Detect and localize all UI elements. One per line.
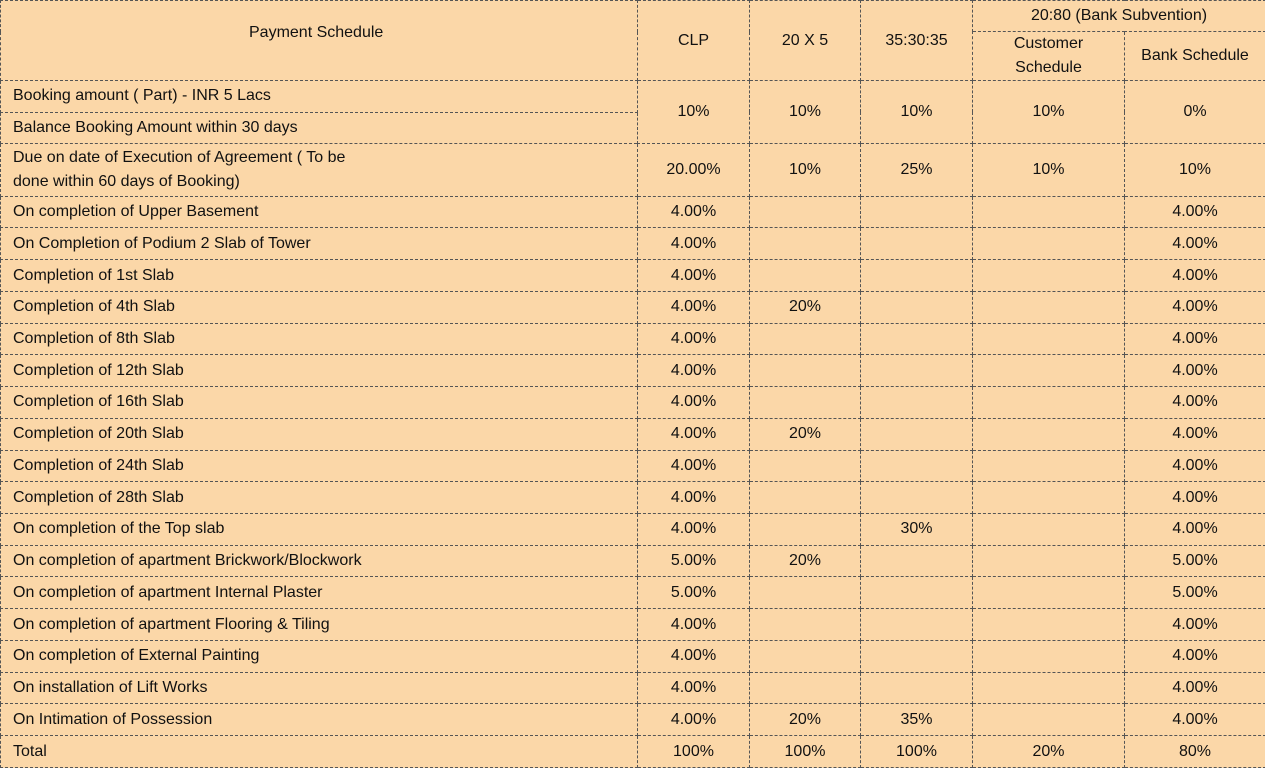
clp-cell: 4.00%: [638, 228, 750, 260]
clp-cell: 4.00%: [638, 260, 750, 292]
plan-20x5-cell: [750, 640, 861, 672]
bank-schedule-cell: 5.00%: [1125, 577, 1265, 609]
plan-20x5-cell: 20%: [750, 704, 861, 736]
plan-353035-cell: [861, 482, 973, 514]
plan-20x5-cell: 10%: [750, 144, 861, 196]
table-row: [1, 640, 1265, 672]
plan-353035-cell: [861, 450, 973, 482]
customer-schedule-cell: [973, 514, 1125, 546]
customer-schedule-cell: [973, 291, 1125, 323]
plan-20x5-cell: [750, 514, 861, 546]
row-label: Completion of 20th Slab: [1, 418, 638, 450]
plan-353035-cell: [861, 196, 973, 228]
customer-schedule-cell: [973, 196, 1125, 228]
plan-353035-cell: [861, 609, 973, 641]
customer-schedule-cell: [973, 228, 1125, 260]
clp-cell: 5.00%: [638, 545, 750, 577]
table-row: [1, 577, 1265, 609]
table-row: [1, 609, 1265, 641]
plan-353035-cell: [861, 545, 973, 577]
table-row: [1, 323, 1265, 355]
bank-schedule-cell: 4.00%: [1125, 196, 1265, 228]
clp-cell: 4.00%: [638, 355, 750, 387]
table-row: [1, 387, 1265, 419]
plan-20x5-cell: [750, 577, 861, 609]
header-row-top: [1, 1, 1265, 32]
clp-header: CLP: [638, 1, 750, 81]
customer-schedule-cell: [973, 577, 1125, 609]
plan-353035-cell: 35%: [861, 704, 973, 736]
clp-cell: 4.00%: [638, 196, 750, 228]
bank-schedule-cell: 5.00%: [1125, 545, 1265, 577]
clp-cell: 4.00%: [638, 672, 750, 704]
customer-schedule-cell: 20%: [973, 736, 1125, 768]
row-label: On completion of Upper Basement: [1, 196, 638, 228]
bank-schedule-cell: 4.00%: [1125, 387, 1265, 419]
plan-353035-cell: [861, 640, 973, 672]
customer-schedule-cell: [973, 418, 1125, 450]
clp-cell: 4.00%: [638, 450, 750, 482]
bank-schedule-cell: 4.00%: [1125, 704, 1265, 736]
plan-353035-cell: 30%: [861, 514, 973, 546]
table-row: [1, 672, 1265, 704]
plan-20x5-cell: [750, 450, 861, 482]
row-label: On installation of Lift Works: [1, 672, 638, 704]
customer-schedule-cell: [973, 260, 1125, 292]
plan-353035-cell: [861, 260, 973, 292]
clp-cell: 4.00%: [638, 387, 750, 419]
row-label: Due on date of Execution of Agreement ( To be done within 60 days of Booking): [1, 144, 638, 196]
plan-353035-cell: 10%: [861, 81, 973, 144]
row-label: Balance Booking Amount within 30 days: [1, 112, 638, 144]
plan-353035-cell: [861, 577, 973, 609]
row-label: On completion of External Painting: [1, 640, 638, 672]
bank-schedule-cell: 4.00%: [1125, 355, 1265, 387]
bank-schedule-cell: 10%: [1125, 144, 1265, 196]
clp-cell: 100%: [638, 736, 750, 768]
plan-20x5-cell: [750, 387, 861, 419]
plan-353035-cell: [861, 291, 973, 323]
table-row: [1, 228, 1265, 260]
customer-schedule-cell: [973, 640, 1125, 672]
clp-cell: 4.00%: [638, 704, 750, 736]
row-label: On Completion of Podium 2 Slab of Tower: [1, 228, 638, 260]
bank-schedule-cell: 4.00%: [1125, 291, 1265, 323]
row-label: Completion of 16th Slab: [1, 387, 638, 419]
customer-schedule-cell: [973, 672, 1125, 704]
table-row: [1, 355, 1265, 387]
plan-353035-cell: 25%: [861, 144, 973, 196]
plan-20x5-cell: 20%: [750, 545, 861, 577]
row-label: Booking amount ( Part) - INR 5 Lacs: [1, 81, 638, 113]
table-row: [1, 545, 1265, 577]
table-row: [1, 482, 1265, 514]
row-label: On completion of apartment Brickwork/Blockwork: [1, 545, 638, 577]
bank-subvention-header: 20:80 (Bank Subvention): [973, 1, 1265, 32]
customer-schedule-cell: 10%: [973, 81, 1125, 144]
row-label: Completion of 4th Slab: [1, 291, 638, 323]
bank-schedule-cell: 4.00%: [1125, 260, 1265, 292]
clp-cell: 4.00%: [638, 640, 750, 672]
bank-schedule-cell: 0%: [1125, 81, 1265, 144]
customer-schedule-cell: [973, 387, 1125, 419]
plan-353035-header: 35:30:35: [861, 1, 973, 81]
table-row: [1, 291, 1265, 323]
plan-20x5-cell: [750, 482, 861, 514]
table-row: [1, 260, 1265, 292]
bank-schedule-cell: 4.00%: [1125, 640, 1265, 672]
row-label: On Intimation of Possession: [1, 704, 638, 736]
bank-schedule-cell: 4.00%: [1125, 514, 1265, 546]
bank-schedule-cell: 4.00%: [1125, 482, 1265, 514]
bank-schedule-cell: 4.00%: [1125, 609, 1265, 641]
plan-20x5-cell: [750, 196, 861, 228]
bank-schedule-cell: 4.00%: [1125, 323, 1265, 355]
table-row: [1, 144, 1265, 196]
plan-20x5-cell: [750, 228, 861, 260]
plan-20x5-cell: [750, 672, 861, 704]
customer-schedule-header: Customer Schedule: [973, 32, 1125, 81]
clp-cell: 4.00%: [638, 514, 750, 546]
table-row: [1, 704, 1265, 736]
customer-schedule-cell: [973, 609, 1125, 641]
row-label: Completion of 8th Slab: [1, 323, 638, 355]
row-label: Completion of 1st Slab: [1, 260, 638, 292]
customer-schedule-cell: [973, 482, 1125, 514]
plan-353035-cell: [861, 418, 973, 450]
clp-cell: 5.00%: [638, 577, 750, 609]
clp-cell: 10%: [638, 81, 750, 144]
customer-schedule-cell: [973, 323, 1125, 355]
plan-353035-cell: 100%: [861, 736, 973, 768]
plan-20x5-cell: [750, 609, 861, 641]
plan-20x5-cell: 20%: [750, 418, 861, 450]
row-label: Completion of 24th Slab: [1, 450, 638, 482]
payment-schedule-title: Payment Schedule: [1, 1, 638, 81]
table-row: [1, 450, 1265, 482]
row-label: On completion of apartment Internal Plaster: [1, 577, 638, 609]
plan-20x5-cell: [750, 260, 861, 292]
plan-20x5-cell: [750, 355, 861, 387]
clp-cell: 4.00%: [638, 609, 750, 641]
bank-schedule-cell: 4.00%: [1125, 450, 1265, 482]
table-row: [1, 514, 1265, 546]
plan-20x5-cell: 10%: [750, 81, 861, 144]
clp-cell: 20.00%: [638, 144, 750, 196]
table-row: [1, 81, 1265, 113]
plan-20x5-cell: 20%: [750, 291, 861, 323]
clp-cell: 4.00%: [638, 291, 750, 323]
table-row: [1, 196, 1265, 228]
customer-schedule-cell: [973, 450, 1125, 482]
table-row: [1, 418, 1265, 450]
customer-schedule-cell: 10%: [973, 144, 1125, 196]
clp-cell: 4.00%: [638, 323, 750, 355]
plan-20x5-cell: 100%: [750, 736, 861, 768]
customer-schedule-cell: [973, 704, 1125, 736]
bank-schedule-cell: 80%: [1125, 736, 1265, 768]
plan-353035-cell: [861, 355, 973, 387]
clp-cell: 4.00%: [638, 418, 750, 450]
bank-schedule-cell: 4.00%: [1125, 228, 1265, 260]
plan-20x5-cell: [750, 323, 861, 355]
plan-353035-cell: [861, 387, 973, 419]
plan-353035-cell: [861, 228, 973, 260]
clp-cell: 4.00%: [638, 482, 750, 514]
row-label: Total: [1, 736, 638, 768]
customer-schedule-cell: [973, 355, 1125, 387]
bank-schedule-header: Bank Schedule: [1125, 32, 1265, 81]
plan-353035-cell: [861, 672, 973, 704]
customer-schedule-cell: [973, 545, 1125, 577]
plan-20x5-header: 20 X 5: [750, 1, 861, 81]
plan-353035-cell: [861, 323, 973, 355]
row-label: On completion of the Top slab: [1, 514, 638, 546]
total-row: [1, 736, 1265, 768]
bank-schedule-cell: 4.00%: [1125, 672, 1265, 704]
row-label: Completion of 28th Slab: [1, 482, 638, 514]
row-label: On completion of apartment Flooring & Tiling: [1, 609, 638, 641]
bank-schedule-cell: 4.00%: [1125, 418, 1265, 450]
row-label: Completion of 12th Slab: [1, 355, 638, 387]
